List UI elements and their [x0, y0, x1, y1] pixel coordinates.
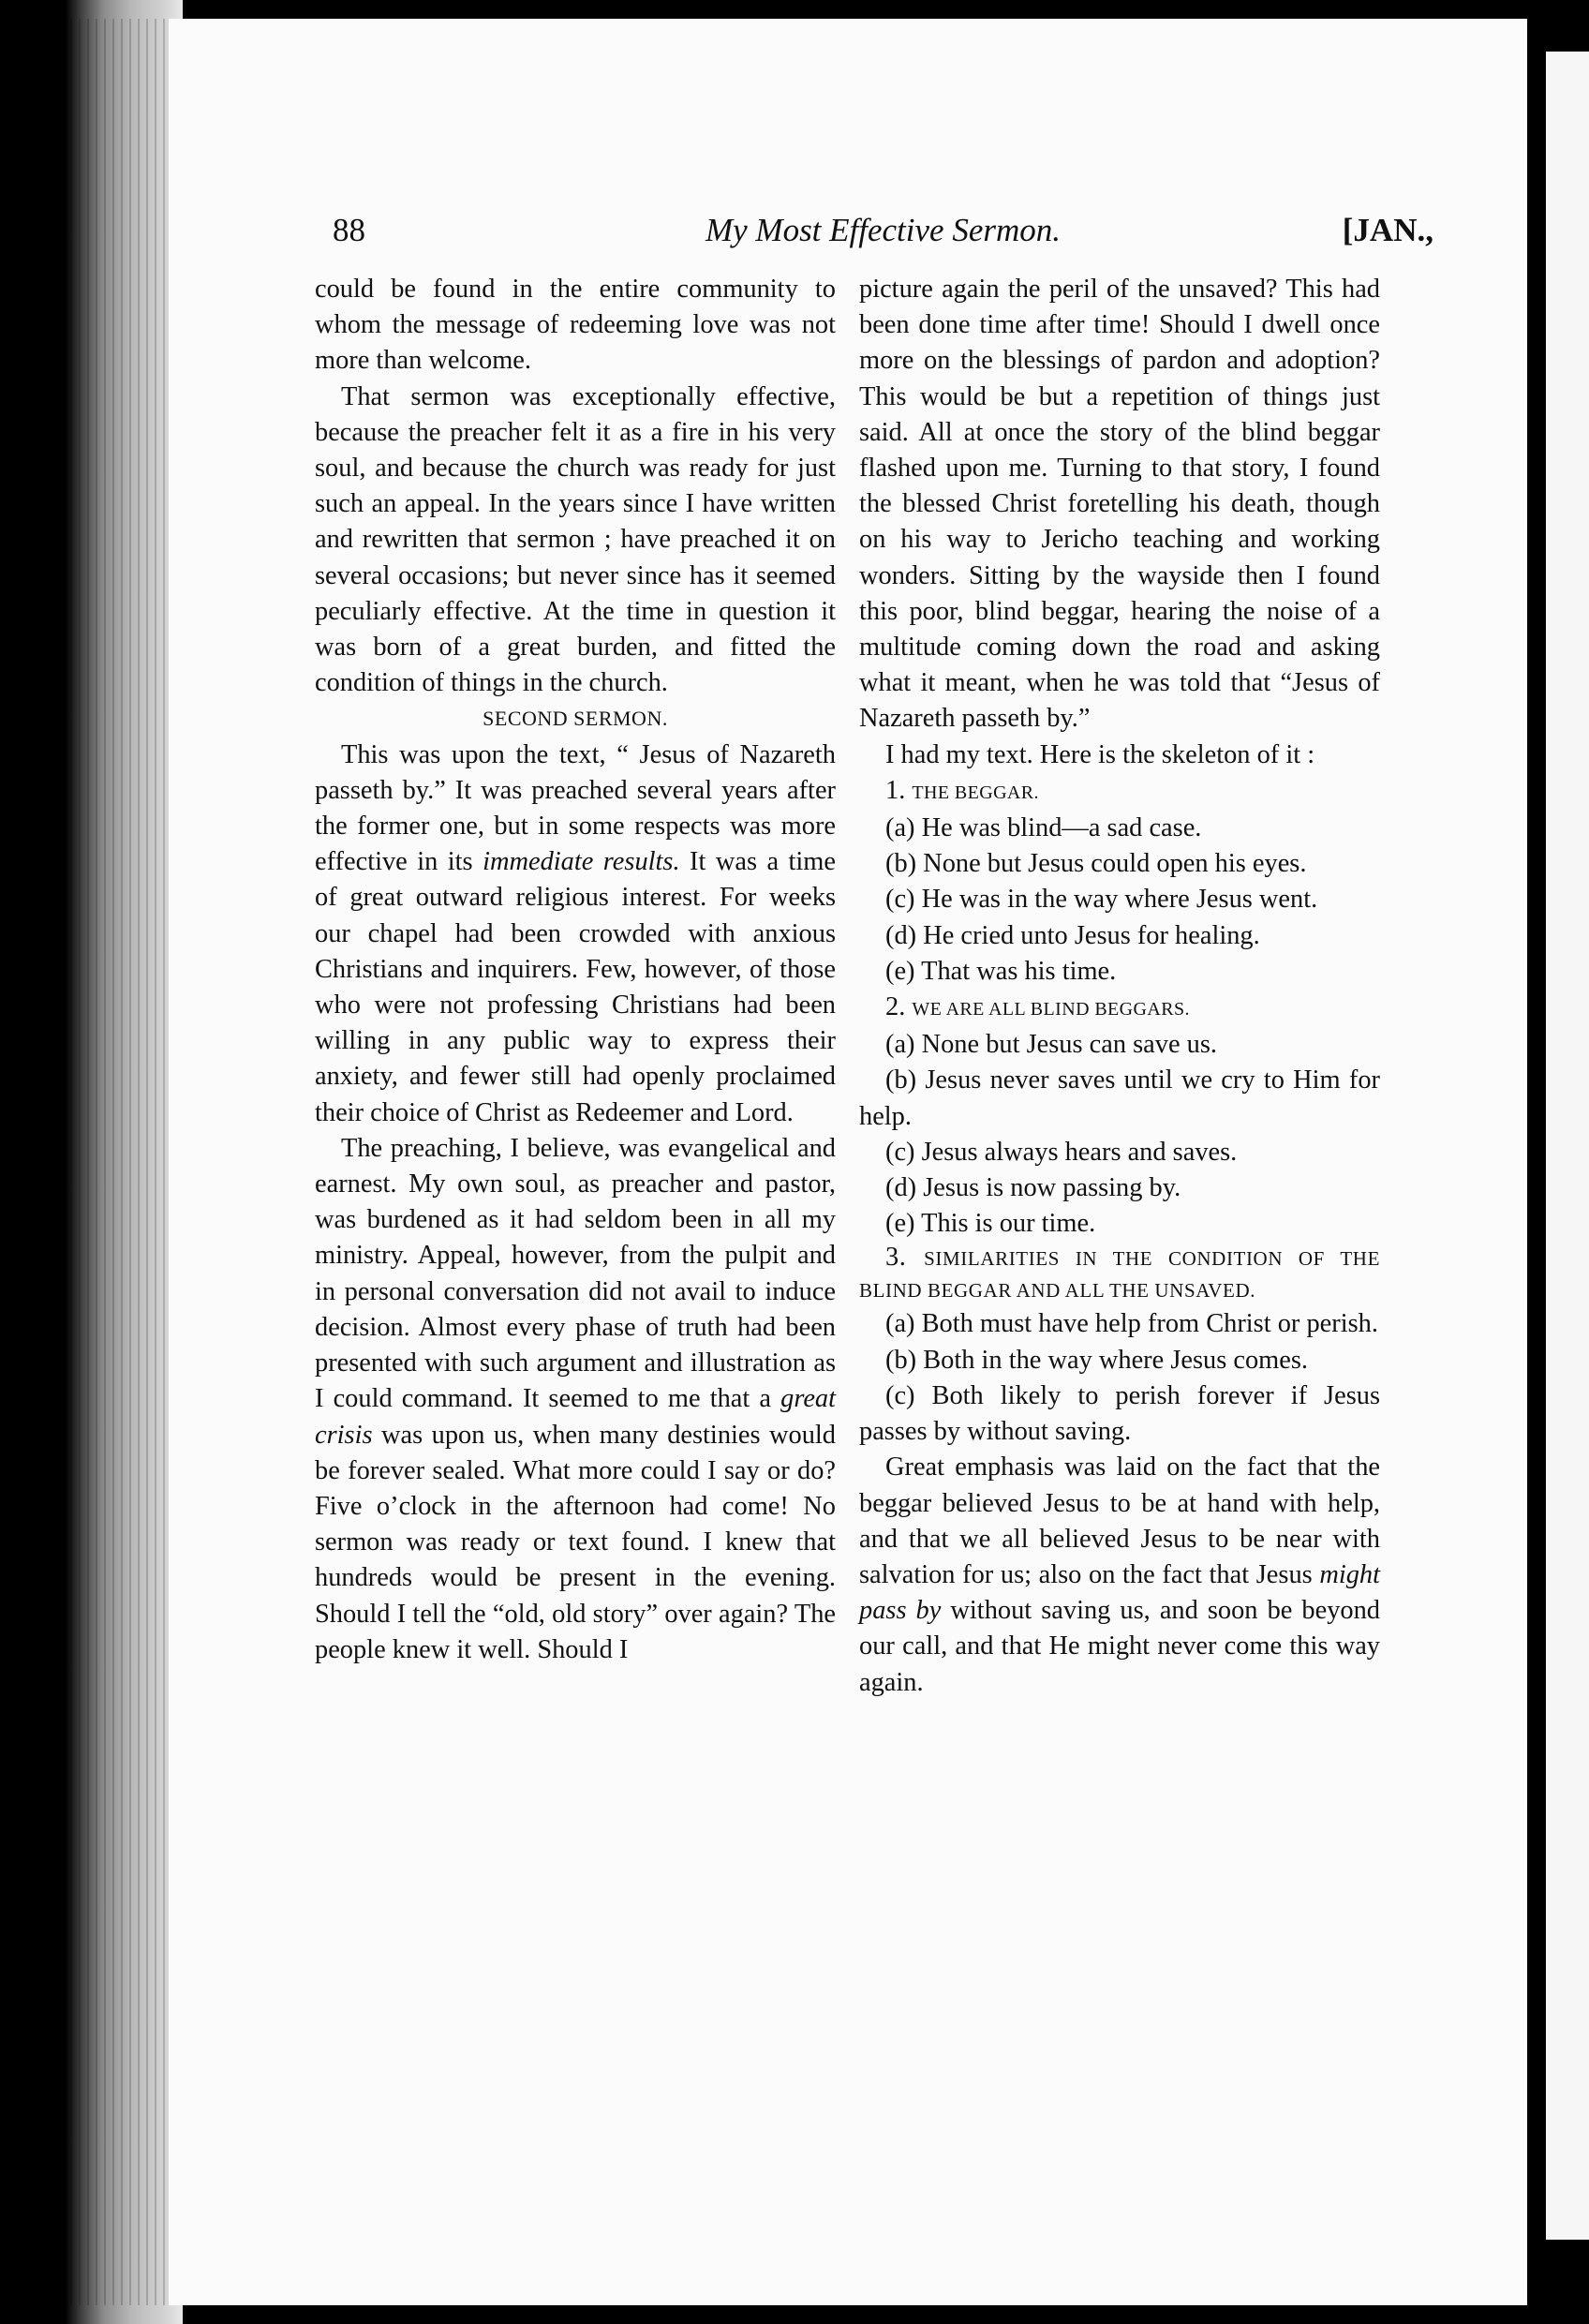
item-text: Both must have help from Christ or perish.	[914, 1309, 1378, 1339]
item-text: He cried unto Jesus for healing.	[916, 920, 1260, 950]
outline-item	[859, 1027, 1380, 1063]
paragraph: picture again the peril of the unsaved? This had been done time after time! Should I dwell once more on the blessings of pardon and adoption? This would be but a repetition of things just said. All at once the story of the blind beggar flashed upon me. Turning to that story, I found the blessed Christ foretelling his death, though on his way to Jericho teaching and working wonders. Sitting by the wayside then I found this poor, blind beggar, hearing the noise of a multitude coming down the road and asking what it meant, when he was told that “Jesus of Nazareth passeth by.”	[859, 275, 1380, 734]
outline-item	[859, 846, 1380, 882]
page-stack-edges	[70, 19, 183, 2305]
section-heading: SECOND SERMON.	[483, 707, 668, 731]
text-run: The preaching, I believe, was evangelical and earnest. My own soul, as preacher and pastor, was burdened as it had seldom been in all my ministry. Appeal, however, from the pulpit and in personal conversation did not avail to induce decision. Almost every phase of truth had been presented with such argument and illustration as I could command. It seemed to me that a	[315, 1133, 836, 1414]
item-letter: (c)	[885, 885, 915, 915]
book-spine-edge	[0, 0, 183, 2324]
outline-title: WE ARE ALL BLIND BEGGARS.	[912, 999, 1190, 1020]
item-text: This is our time.	[914, 1209, 1096, 1239]
paragraph: That sermon was exceptionally effective, because the preacher felt it as a fire in his very soul, and because the church was ready for just such an appeal. In the years since I have written and rewritten that sermon ; have preached it on several occasions; but never since has it seemed peculiarly effective. At the time in question it was born of a great burden, and fitted the condition of things in the church.	[315, 381, 836, 698]
paragraph: I had my text. Here is the skeleton of it :	[885, 739, 1315, 769]
item-letter: (e)	[885, 1209, 915, 1239]
item-text: None but Jesus can save us.	[914, 1030, 1218, 1060]
running-date: [JAN.,	[1342, 212, 1433, 248]
outline-heading	[859, 773, 1380, 811]
item-text: He was in the way where Jesus went.	[914, 885, 1318, 915]
item-text: Jesus always hears and saves.	[914, 1137, 1238, 1167]
item-letter: (a)	[885, 1309, 915, 1339]
item-text: Both likely to perish forever if Jesus passes by without saving.	[859, 1380, 1380, 1447]
outline-number: 3.	[885, 1243, 925, 1273]
item-text: None but Jesus could open his eyes.	[916, 849, 1307, 879]
emphasis: might pass by	[859, 1559, 1380, 1626]
item-letter: (e)	[885, 956, 915, 986]
outline-list	[859, 811, 1380, 990]
item-letter: (b)	[885, 849, 917, 879]
page-header	[333, 212, 1433, 259]
paragraph: could be found in the entire community to whom the message of redeeming love was not more than welcome.	[315, 275, 836, 376]
outline-item	[859, 811, 1380, 846]
outline-title: THE BEGGAR.	[912, 782, 1039, 803]
item-text: Both in the way where Jesus comes.	[916, 1345, 1308, 1375]
item-letter: (a)	[885, 1030, 915, 1060]
text-run: It was a time of great outward religious interest. For weeks our chapel had been crowded with anxious Christians and inquirers. Few, however, of those who were not professing Christians had been willing in any public way to express their anxiety, and fewer still had openly proclaimed their choice of Christ as Redeemer and Lord.	[315, 847, 836, 1127]
emphasis: great crisis	[315, 1384, 836, 1450]
text-run: This was upon the text, “ Jesus of Nazareth passeth by.” It was preached several years after the former one, but in some respects was more effective in its	[315, 739, 836, 877]
right-column	[859, 272, 1380, 1701]
text-run: was upon us, when many destinies would be forever sealed. What more could I say or do? Five o’clock in the afternoon had come! No sermon was ready or text found. I knew that hundreds would be present in the evening. Should I tell the “old, old story” over again? The people knew it well. Should I	[315, 1420, 836, 1664]
item-letter: (c)	[885, 1380, 915, 1410]
running-title: My Most Effective Sermon.	[705, 212, 1062, 248]
outline-list	[859, 1306, 1380, 1450]
item-letter: (d)	[885, 1173, 917, 1203]
item-text: He was blind—a sad case.	[914, 813, 1202, 843]
outline-list	[859, 1027, 1380, 1242]
item-letter: (b)	[885, 1345, 917, 1375]
item-text: That was his time.	[914, 956, 1117, 986]
paragraph	[315, 737, 836, 1131]
item-letter: (c)	[885, 1137, 915, 1167]
outline-item	[859, 1063, 1380, 1134]
outline-item	[859, 1343, 1380, 1378]
page-number: 88	[333, 212, 365, 248]
emphasis: immediate results.	[483, 847, 680, 877]
outline-heading	[859, 1242, 1380, 1306]
outline-item	[859, 1306, 1380, 1342]
item-letter: (b)	[885, 1065, 917, 1095]
outline-item	[859, 882, 1380, 917]
outline-item	[859, 1135, 1380, 1170]
outline-heading	[859, 990, 1380, 1027]
outline-item	[859, 1206, 1380, 1242]
paragraph	[859, 1450, 1380, 1700]
outline-item	[859, 1378, 1380, 1450]
item-letter: (a)	[885, 813, 915, 843]
outline-item	[859, 954, 1380, 990]
item-text: Jesus never saves until we cry to Him for help.	[859, 1065, 1380, 1131]
left-column	[315, 272, 836, 1668]
outline-number: 2.	[885, 992, 913, 1022]
paragraph	[315, 1131, 836, 1668]
item-letter: (d)	[885, 920, 917, 950]
outline-item	[859, 918, 1380, 954]
outline-item	[859, 1170, 1380, 1206]
outline-number: 1.	[885, 775, 913, 805]
text-run: without saving us, and soon be beyond our call, and that He might never come this way again.	[859, 1596, 1381, 1697]
text-run: Great emphasis was laid on the fact that the beggar believed Jesus to be at hand with help, and that we all believed Jesus to be near with salvation for us; also on the fact that Jesus	[859, 1452, 1380, 1589]
outline-title: SIMILARITIES IN THE CONDITION OF THE BLIND BEGGAR AND ALL THE UNSAVED.	[859, 1247, 1380, 1303]
item-text: Jesus is now passing by.	[916, 1173, 1181, 1203]
adjacent-page-sliver	[1546, 52, 1589, 2240]
